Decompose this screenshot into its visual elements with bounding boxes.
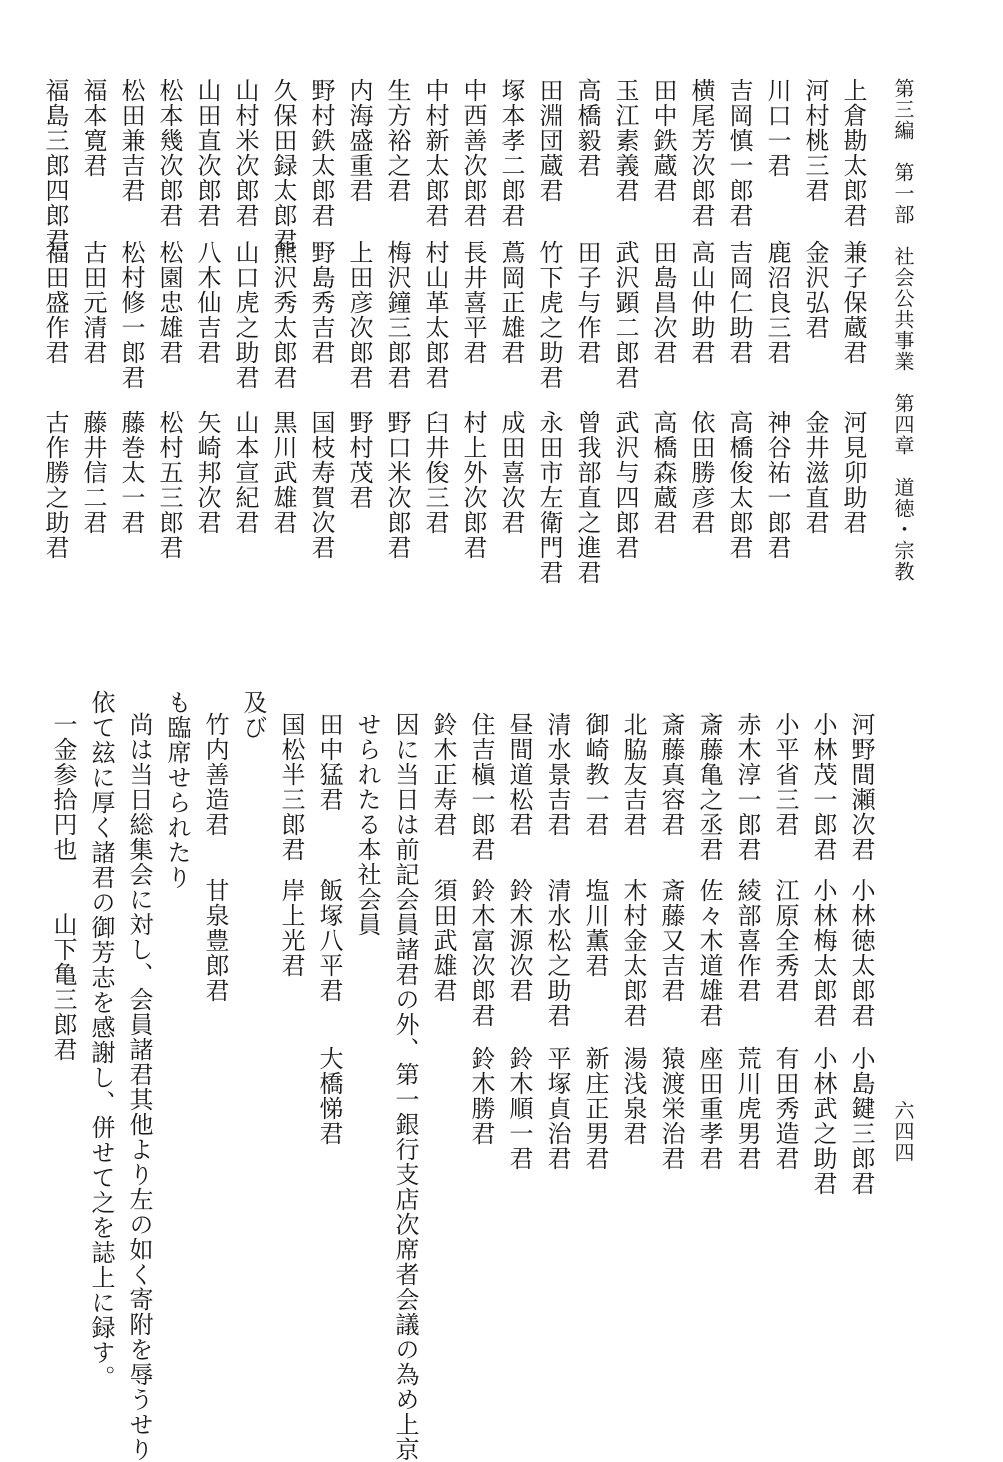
member-name: 曾我部直之進君 bbox=[573, 410, 601, 585]
member-name: 梅沢鐘三郎君 bbox=[383, 240, 411, 390]
member-name: 座田重孝君 bbox=[695, 1046, 723, 1171]
member-name: 高橋毅君 bbox=[573, 78, 601, 178]
member-name: 小島鍵三郎君 bbox=[847, 1046, 875, 1196]
member-name: 国枝寿賀次君 bbox=[307, 410, 335, 560]
member-name: 長井喜平君 bbox=[459, 240, 487, 365]
member-name: 小林武之助君 bbox=[809, 1046, 837, 1196]
member-name: 平塚貞治君 bbox=[543, 1046, 571, 1171]
member-name: 斎藤又吉君 bbox=[657, 878, 685, 1003]
member-name: 北脇友吉君 bbox=[619, 712, 647, 837]
member-name: 生方裕之君 bbox=[383, 78, 411, 203]
member-name: 武沢顕二郎君 bbox=[611, 240, 639, 390]
member-name: 上倉勘太郎君 bbox=[839, 78, 867, 228]
member-name: 小林徳太郎君 bbox=[847, 878, 875, 1028]
member-name: 鈴木富次郎君 bbox=[467, 878, 495, 1028]
member-name: 松村修一郎君 bbox=[117, 240, 145, 390]
attendee-name: 岸上光君 bbox=[277, 878, 305, 978]
member-name: 蔦岡正雄君 bbox=[497, 240, 525, 365]
member-name: 吉岡仁助君 bbox=[725, 240, 753, 365]
member-name: 須田武雄君 bbox=[429, 878, 457, 1003]
member-name: 古作勝之助君 bbox=[41, 410, 69, 560]
attendee-name: 大橋悌君 bbox=[315, 1046, 343, 1146]
member-name: 鹿沼良三君 bbox=[763, 240, 791, 365]
attendee-name: 国松半三郎君 bbox=[277, 712, 305, 862]
note-line: 尚は当日総集会に対し、会員諸君其他より左の如く寄附を辱うせり bbox=[125, 712, 153, 1462]
member-name: 河見卯助君 bbox=[839, 410, 867, 535]
member-name: 鈴木正寿君 bbox=[429, 712, 457, 837]
page-number: 六四四 bbox=[891, 1100, 915, 1163]
member-name: 高橋森蔵君 bbox=[649, 410, 677, 535]
member-name: 村山革太郎君 bbox=[421, 240, 449, 390]
member-name: 小林茂一郎君 bbox=[809, 712, 837, 862]
attendee-name: 飯塚八平君 bbox=[315, 878, 343, 1003]
member-name: 山本宣紀君 bbox=[231, 410, 259, 535]
member-name: 臼井俊三君 bbox=[421, 410, 449, 535]
member-name: 河村桃三君 bbox=[801, 78, 829, 203]
member-name: 木村金太郎君 bbox=[619, 878, 647, 1028]
member-name: 武沢与四郎君 bbox=[611, 410, 639, 560]
member-name: 綾部喜作君 bbox=[733, 878, 761, 1003]
note-line: も臨席せられたり bbox=[163, 690, 191, 890]
attendee-name: 竹内善造君 bbox=[201, 712, 229, 837]
note-line: 依て玆に厚く諸君の御芳志を感謝し、併せて之を誌上に録す。 bbox=[87, 690, 115, 1390]
member-name: 塚本孝二郎君 bbox=[497, 78, 525, 228]
member-name: 江原全秀君 bbox=[771, 878, 799, 1003]
member-name: 内海盛重君 bbox=[345, 78, 373, 203]
member-name: 金井滋直君 bbox=[801, 410, 829, 535]
member-name: 赤木淳一郎君 bbox=[733, 712, 761, 862]
member-name: 兼子保蔵君 bbox=[839, 240, 867, 365]
member-name: 高山仲助君 bbox=[687, 240, 715, 365]
member-name: 鈴木順一君 bbox=[505, 1046, 533, 1171]
member-name: 八木仙吉君 bbox=[193, 240, 221, 365]
member-name: 松園忠雄君 bbox=[155, 240, 183, 365]
member-name: 中村新太郎君 bbox=[421, 78, 449, 228]
note-line: 因に当日は前記会員諸君の外、第一銀行支店次席者会議の為め上京 bbox=[391, 712, 419, 1462]
note-line: せられたる本社会員 bbox=[353, 712, 381, 937]
running-title: 第三編 第一部 社会公共事業 第四章 道徳・宗教 bbox=[891, 78, 915, 582]
member-name: 吉岡慎一郎君 bbox=[725, 78, 753, 228]
member-name: 松村五三郎君 bbox=[155, 410, 183, 560]
member-name: 野村鉄太郎君 bbox=[307, 78, 335, 228]
member-name: 有田秀造君 bbox=[771, 1046, 799, 1171]
conjunction-text: 及び bbox=[239, 690, 267, 740]
member-name: 山村米次郎君 bbox=[231, 78, 259, 228]
member-name: 山口虎之助君 bbox=[231, 240, 259, 390]
member-name: 小平省三君 bbox=[771, 712, 799, 837]
member-name: 福本寛君 bbox=[79, 78, 107, 178]
member-name: 中西善次郎君 bbox=[459, 78, 487, 228]
member-name: 古田元清君 bbox=[79, 240, 107, 365]
member-name: 田中鉄蔵君 bbox=[649, 78, 677, 203]
member-name: 塩川薫君 bbox=[581, 878, 609, 978]
member-name: 黒川武雄君 bbox=[269, 410, 297, 535]
member-name: 上田彦次郎君 bbox=[345, 240, 373, 390]
member-name: 久保田録太郎君 bbox=[269, 78, 297, 253]
member-name: 竹下虎之助君 bbox=[535, 240, 563, 390]
member-name: 依田勝彦君 bbox=[687, 410, 715, 535]
member-name: 玉江素義君 bbox=[611, 78, 639, 203]
member-name: 山田直次郎君 bbox=[193, 78, 221, 228]
member-name: 神谷祐一郎君 bbox=[763, 410, 791, 560]
member-name: 成田喜次君 bbox=[497, 410, 525, 535]
member-name: 松本幾次郎君 bbox=[155, 78, 183, 228]
member-name: 藤井信二君 bbox=[79, 410, 107, 535]
member-name: 斎藤亀之丞君 bbox=[695, 712, 723, 862]
member-name: 野口米次郎君 bbox=[383, 410, 411, 560]
member-name: 熊沢秀太郎君 bbox=[269, 240, 297, 390]
member-name: 鈴木源次君 bbox=[505, 878, 533, 1003]
member-name: 村上外次郎君 bbox=[459, 410, 487, 560]
member-name: 清水松之助君 bbox=[543, 878, 571, 1028]
member-name: 新庄正男君 bbox=[581, 1046, 609, 1171]
member-name: 田子与作君 bbox=[573, 240, 601, 365]
member-name: 荒川虎男君 bbox=[733, 1046, 761, 1171]
donation-amount: 一金参拾円也 bbox=[49, 712, 77, 862]
member-name: 野村茂君 bbox=[345, 410, 373, 510]
member-name: 金沢弘君 bbox=[801, 240, 829, 340]
member-name: 高橋俊太郎君 bbox=[725, 410, 753, 560]
member-name: 御崎教一君 bbox=[581, 712, 609, 837]
member-name: 松田兼吉君 bbox=[117, 78, 145, 203]
member-name: 鈴木勝君 bbox=[467, 1046, 495, 1146]
member-name: 野島秀吉君 bbox=[307, 240, 335, 365]
member-name: 佐々木道雄君 bbox=[695, 878, 723, 1028]
member-name: 矢崎邦次君 bbox=[193, 410, 221, 535]
member-name: 福田盛作君 bbox=[41, 240, 69, 365]
member-name: 河野間瀬次君 bbox=[847, 712, 875, 862]
member-name: 昼間道松君 bbox=[505, 712, 533, 837]
member-name: 川口一君 bbox=[763, 78, 791, 178]
donor-name: 山下亀三郎君 bbox=[49, 912, 77, 1062]
member-name: 清水景吉君 bbox=[543, 712, 571, 837]
attendee-name: 甘泉豊郎君 bbox=[201, 878, 229, 1003]
member-name: 横尾芳次郎君 bbox=[687, 78, 715, 228]
member-name: 福島三郎四郎君 bbox=[41, 78, 69, 253]
member-name: 斎藤真容君 bbox=[657, 712, 685, 837]
member-name: 猿渡栄治君 bbox=[657, 1046, 685, 1171]
member-name: 田島昌次君 bbox=[649, 240, 677, 365]
member-name: 永田市左衛門君 bbox=[535, 410, 563, 585]
member-name: 藤巻太一君 bbox=[117, 410, 145, 535]
member-name: 住吉槇一郎君 bbox=[467, 712, 495, 862]
member-name: 湯浅泉君 bbox=[619, 1046, 647, 1146]
attendee-name: 田中猛君 bbox=[315, 712, 343, 812]
member-name: 田淵団蔵君 bbox=[535, 78, 563, 203]
member-name: 小林梅太郎君 bbox=[809, 878, 837, 1028]
